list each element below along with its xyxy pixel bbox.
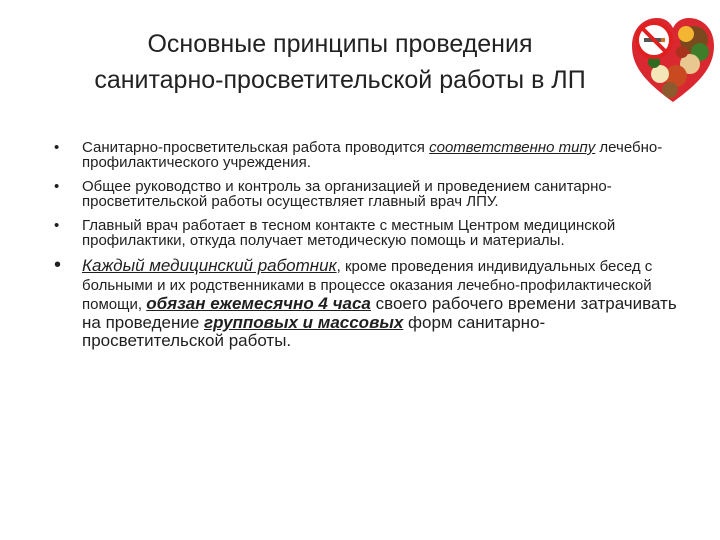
bullet-item-4: [52, 254, 682, 350]
bullet-marker: •: [54, 178, 60, 195]
bullet-item-1: [52, 140, 682, 170]
slide-title: [40, 26, 640, 98]
bullet-item-3: [52, 218, 682, 248]
bullet-4-text-a: , кроме проведения индивидуальных бесед с больными и их родственниками в процессе оказания лечебно-профилактической помощи,: [82, 258, 653, 313]
title-line-2: санитарно-просветительской работы в ЛП: [94, 66, 586, 94]
heart-no-smoking-healthy-food-icon: [630, 14, 716, 106]
bullet-2-text: Общее руководство и контроль за организацией и проведением санитарно-просветительской работы осуществляет главный врач ЛПУ.: [82, 178, 612, 210]
bullet-item-2: [52, 179, 682, 209]
bullet-marker: •: [54, 217, 60, 234]
bullet-marker: •: [54, 254, 62, 276]
bullet-1-text-a: Санитарно-просветительская работа проводится: [82, 139, 430, 156]
bullet-4-text-c: форм санитарно-просветительской работы.: [82, 313, 546, 350]
title-line-1: Основные принципы проведения: [147, 30, 533, 58]
bullet-list: [52, 140, 682, 359]
bullet-1-text-b: лечебно-профилактического учреждения.: [82, 139, 663, 171]
bullet-4-emphasis-2: обязан ежемесячно 4 часа: [146, 294, 371, 313]
bullet-3-text: Главный врач работает в тесном контакте с местным Центром медицинской профилактики, откуда получает методическую помощь и материалы.: [82, 217, 616, 249]
bullet-4-emphasis-1: Каждый медицинский работник: [82, 256, 337, 275]
bullet-marker: •: [54, 139, 60, 156]
bullet-4-emphasis-3: групповых и массовых: [204, 313, 404, 332]
bullet-4-text-b: своего рабочего времени затрачивать на проведение: [82, 294, 677, 332]
bullet-1-emphasis: соответственно типу: [429, 139, 596, 156]
